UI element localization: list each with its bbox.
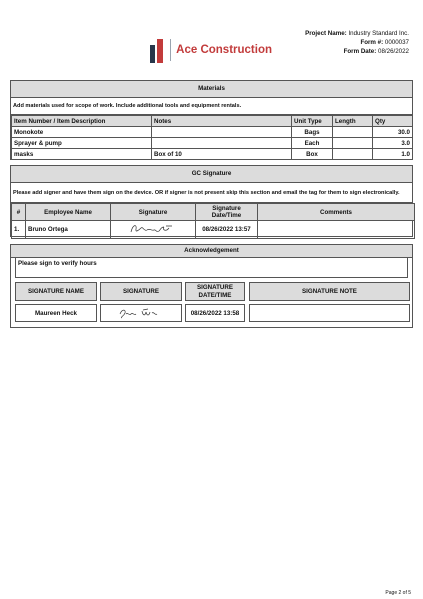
materials-title: Materials <box>11 81 412 98</box>
gc-signature-table <box>11 203 415 239</box>
gc-signature-section <box>10 165 413 237</box>
notes-cell <box>152 138 292 149</box>
signer-name: Maureen Heck <box>15 304 97 322</box>
gc-header-row <box>12 204 415 221</box>
ack-signature-image <box>100 304 182 322</box>
form-date-label: Form Date: <box>343 48 377 55</box>
materials-note: Add materials used for scope of work. Include additional tools and equipment rentals. <box>11 98 412 115</box>
acknowledgement-section <box>10 244 413 328</box>
signature-datetime-header: SIGNATURE DATE/TIME <box>185 282 245 301</box>
table-row <box>12 138 413 149</box>
form-number-value: 0000037 <box>384 39 409 46</box>
gc-signature-note: Please add signer and have them sign on the device. OR if signer is not present skip this section and email the tag for them to sign electronically. <box>11 183 412 203</box>
table-row <box>12 149 413 160</box>
unit-cell: Bags <box>292 127 333 138</box>
col-signature: Signature <box>111 204 196 221</box>
logo-text: Ace Construction <box>176 44 272 56</box>
qty-cell: 30.0 <box>373 127 413 138</box>
signature-datetime: 08/26/2022 13:57 <box>196 221 258 239</box>
materials-header-row <box>12 116 413 127</box>
signature-note-header: SIGNATURE NOTE <box>249 282 410 301</box>
notes-cell: Box of 10 <box>152 149 292 160</box>
page-number: Page 2 of 5 <box>385 590 411 596</box>
materials-section <box>10 80 413 160</box>
item-cell: masks <box>12 149 152 160</box>
form-date-value: 08/26/2022 <box>378 48 409 55</box>
col-unit-type: Unit Type <box>292 116 333 127</box>
comments-cell <box>258 221 415 239</box>
signature-name-header: SIGNATURE NAME <box>15 282 97 301</box>
gc-signature-title: GC Signature <box>11 166 412 183</box>
col-item: Item Number / Item Description <box>12 116 152 127</box>
ack-signature-datetime: 08/26/2022 13:58 <box>185 304 245 322</box>
project-name-value: Industry Standard Inc. <box>348 30 409 37</box>
table-row <box>12 221 415 239</box>
length-cell <box>333 149 373 160</box>
item-cell: Sprayer & pump <box>12 138 152 149</box>
ack-signature-note <box>249 304 410 322</box>
item-cell: Monokote <box>12 127 152 138</box>
signature-scribble-icon <box>116 306 166 320</box>
company-logo <box>150 34 272 66</box>
form-number-label: Form #: <box>360 39 384 46</box>
length-cell <box>333 138 373 149</box>
length-cell <box>333 127 373 138</box>
row-number: 1. <box>12 221 26 239</box>
signature-header: SIGNATURE <box>100 282 182 301</box>
col-number: # <box>12 204 26 221</box>
col-length: Length <box>333 116 373 127</box>
col-comments: Comments <box>258 204 415 221</box>
unit-cell: Box <box>292 149 333 160</box>
qty-cell: 1.0 <box>373 149 413 160</box>
qty-cell: 3.0 <box>373 138 413 149</box>
table-row <box>12 127 413 138</box>
materials-table <box>11 115 413 160</box>
acknowledgement-title: Acknowledgement <box>11 245 412 258</box>
notes-cell <box>152 127 292 138</box>
logo-mark-icon <box>150 37 165 63</box>
acknowledgement-note: Please sign to verify hours <box>15 257 408 278</box>
col-qty: Qty <box>373 116 413 127</box>
signature-scribble-icon <box>128 222 178 236</box>
employee-name: Bruno Ortega <box>26 221 111 239</box>
unit-cell: Each <box>292 138 333 149</box>
col-notes: Notes <box>152 116 292 127</box>
col-signature-datetime: Signature Date/Time <box>196 204 258 221</box>
col-employee-name: Employee Name <box>26 204 111 221</box>
signature-image <box>111 221 196 239</box>
project-name-label: Project Name: <box>305 30 347 37</box>
project-meta <box>289 29 409 56</box>
